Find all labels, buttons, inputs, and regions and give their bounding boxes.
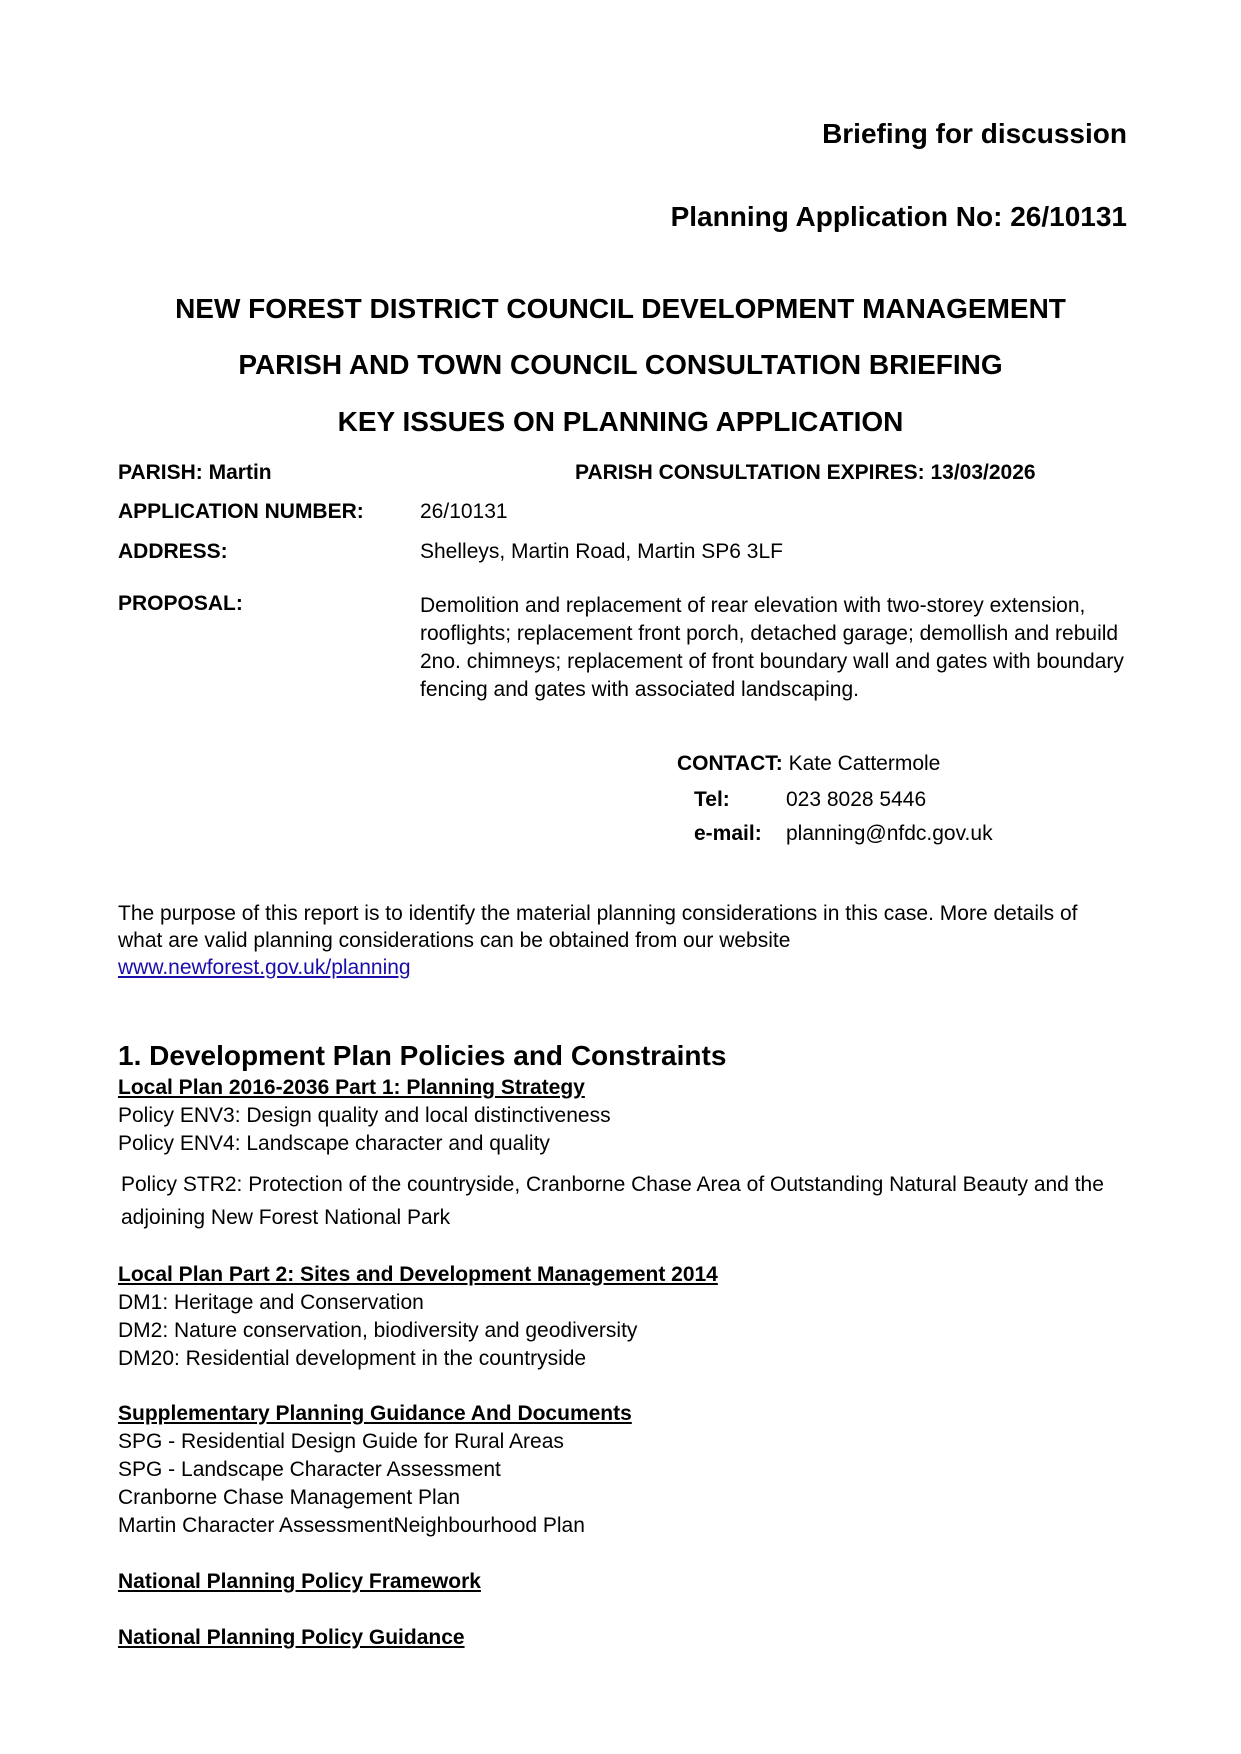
address-label: ADDRESS: bbox=[118, 540, 228, 563]
nppg-heading: National Planning Policy Guidance bbox=[118, 1626, 465, 1649]
consultation-expires: PARISH CONSULTATION EXPIRES: 13/03/2026 bbox=[575, 461, 1036, 484]
tel-value: 023 8028 5446 bbox=[786, 788, 927, 811]
proposal-value: Demolition and replacement of rear elevation with two-storey extension, rooflights; replacement front porch, detached garage; demollish and rebuild 2no. chimneys; replacement of front boundary wall and gates with boundary fencing and gates with associated landscaping. bbox=[420, 594, 1124, 701]
tel-label: Tel: bbox=[694, 788, 730, 811]
spg-item: SPG - Landscape Character Assessment bbox=[118, 1458, 501, 1481]
parish-label: PARISH: Martin bbox=[118, 461, 272, 484]
policy-str2: Policy STR2: Protection of the countryside, Cranborne Chase Area of Outstanding Natural Beauty and the adjoining New Forest National Park bbox=[121, 1173, 1104, 1229]
local-plan-heading: Local Plan 2016-2036 Part 1: Planning Strategy bbox=[118, 1076, 585, 1099]
briefing-title: Briefing for discussion bbox=[822, 118, 1127, 149]
application-number-label: APPLICATION NUMBER: bbox=[118, 500, 364, 523]
email-label: e-mail: bbox=[694, 822, 762, 845]
email-value: planning@nfdc.gov.uk bbox=[786, 822, 993, 845]
intro-paragraph bbox=[118, 900, 1118, 981]
section-title: 1. Development Plan Policies and Constraints bbox=[118, 1040, 727, 1071]
planning-website-link[interactable]: www.newforest.gov.uk/planning bbox=[118, 956, 411, 979]
consultation-heading: PARISH AND TOWN COUNCIL CONSULTATION BRIEFING bbox=[238, 349, 1003, 380]
key-issues-heading: KEY ISSUES ON PLANNING APPLICATION bbox=[337, 406, 904, 437]
spg-item: SPG - Residential Design Guide for Rural Areas bbox=[118, 1430, 564, 1453]
contact-line bbox=[677, 752, 940, 776]
policy-env4: Policy ENV4: Landscape character and quality bbox=[118, 1132, 550, 1155]
local-plan-part2-heading: Local Plan Part 2: Sites and Development Management 2014 bbox=[118, 1263, 718, 1286]
contact-label: CONTACT: bbox=[677, 752, 783, 775]
contact-name: Kate Cattermole bbox=[788, 752, 941, 775]
policy-dm20: DM20: Residential development in the countryside bbox=[118, 1347, 587, 1370]
spg-item: Cranborne Chase Management Plan bbox=[118, 1486, 461, 1509]
nppf-heading: National Planning Policy Framework bbox=[118, 1570, 481, 1593]
spg-item: Martin Character AssessmentNeighbourhood Plan bbox=[118, 1514, 585, 1537]
application-number-value: 26/10131 bbox=[420, 500, 508, 523]
address-value: Shelleys, Martin Road, Martin SP6 3LF bbox=[420, 540, 783, 563]
proposal-label: PROPOSAL: bbox=[118, 592, 243, 615]
council-heading: NEW FOREST DISTRICT COUNCIL DEVELOPMENT MANAGEMENT bbox=[175, 293, 1066, 324]
policy-dm2: DM2: Nature conservation, biodiversity and geodiversity bbox=[118, 1319, 638, 1342]
policy-dm1: DM1: Heritage and Conservation bbox=[118, 1291, 424, 1314]
spg-heading: Supplementary Planning Guidance And Documents bbox=[118, 1402, 632, 1425]
policy-env3: Policy ENV3: Design quality and local distinctiveness bbox=[118, 1104, 611, 1127]
intro-text: The purpose of this report is to identify the material planning considerations in this case. More details of what are valid planning considerations can be obtained from our website bbox=[118, 902, 1078, 952]
application-number-title: Planning Application No: 26/10131 bbox=[670, 201, 1127, 232]
